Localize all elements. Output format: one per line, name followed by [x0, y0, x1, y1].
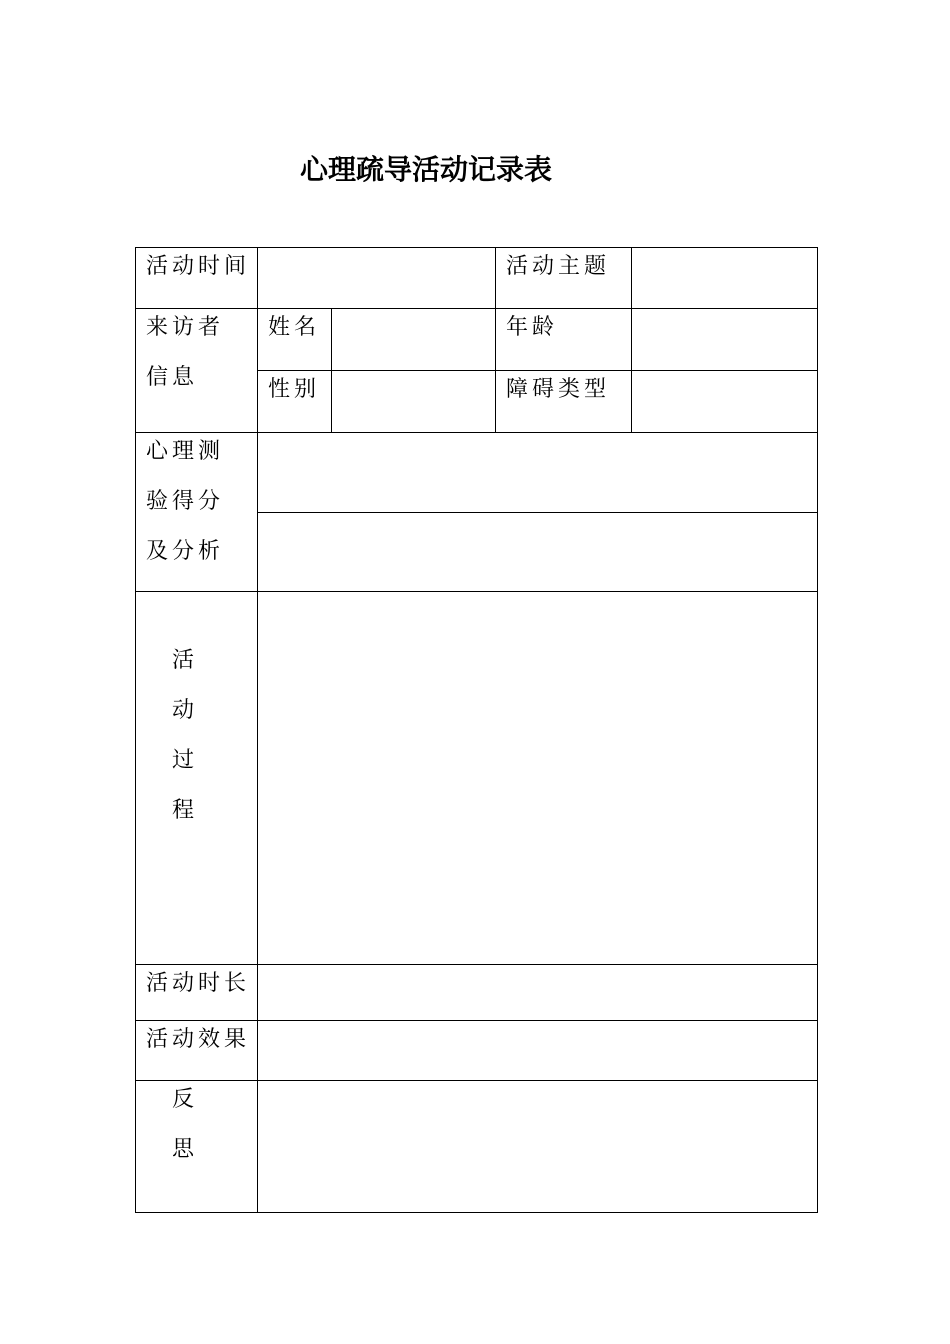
test-score-field[interactable]	[258, 433, 818, 513]
activity-theme-label: 活动主题	[496, 248, 632, 309]
activity-time-label: 活动时间	[136, 248, 258, 309]
reflection-label: 反思	[136, 1081, 258, 1213]
age-label: 年龄	[496, 309, 632, 371]
activity-process-label: 活动过程	[136, 592, 258, 965]
activity-time-field[interactable]	[258, 248, 496, 309]
name-label: 姓名	[258, 309, 332, 371]
page-title: 心理疏导活动记录表	[300, 153, 553, 186]
name-field[interactable]	[332, 309, 496, 371]
activity-process-field[interactable]	[258, 592, 818, 965]
test-analysis-field[interactable]	[258, 513, 818, 592]
reflection-field[interactable]	[258, 1081, 818, 1213]
gender-field[interactable]	[332, 371, 496, 433]
activity-effect-field[interactable]	[258, 1021, 818, 1081]
disorder-type-label: 障碍类型	[496, 371, 632, 433]
visitor-info-label: 来访者信息	[136, 309, 258, 433]
activity-duration-field[interactable]	[258, 965, 818, 1021]
activity-duration-label: 活动时长	[136, 965, 258, 1021]
activity-effect-label: 活动效果	[136, 1021, 258, 1081]
record-form-table	[135, 247, 818, 1213]
activity-theme-field[interactable]	[632, 248, 818, 309]
gender-label: 性别	[258, 371, 332, 433]
age-field[interactable]	[632, 309, 818, 371]
disorder-type-field[interactable]	[632, 371, 818, 433]
test-score-label: 心理测验得分及分析	[136, 433, 258, 592]
